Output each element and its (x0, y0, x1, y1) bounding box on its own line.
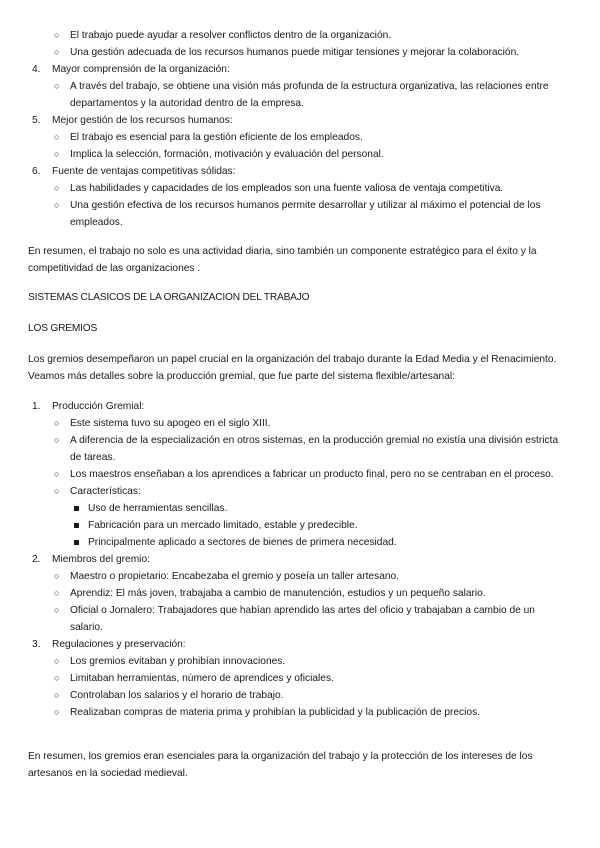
numbered-item-3: 3. Regulaciones y preservación: (32, 639, 186, 650)
bullet-circle-icon: ○ (54, 132, 60, 142)
bullet-circle-icon: ○ (54, 435, 60, 445)
list-item: ○ El trabajo es esencial para la gestión eficiente de los empleados. (0, 129, 570, 146)
list-item: ○ Una gestión adecuada de los recursos humanos puede mitigar tensiones y mejorar la colaboración. (0, 44, 570, 61)
list-item: ○ Oficial o Jornalero: Trabajadores que habían aprendido las artes del oficio y trabajaban a cambio de un salario. (0, 602, 570, 636)
bullet-circle-icon: ○ (54, 149, 60, 159)
summary-paragraph: En resumen, el trabajo no solo es una actividad diaria, sino también un componente estratégico para el éxito y la competitividad de las organizaciones . (28, 246, 537, 274)
bullet-circle-icon: ○ (54, 571, 60, 581)
numbered-item-1: 1. Producción Gremial: (32, 401, 145, 412)
sub-list-item: Principalmente aplicado a sectores de bienes de primera necesidad. (0, 534, 568, 551)
numbered-item-6: 6. Fuente de ventajas competitivas sólidas: (32, 166, 236, 177)
sub-list-item: Uso de herramientas sencillas. (0, 500, 568, 517)
bullet-circle-icon: ○ (54, 656, 60, 666)
sub-list-item: Fabricación para un mercado limitado, estable y predecible. (0, 517, 568, 534)
bullet-circle-icon: ○ (54, 469, 60, 479)
list-item: ○ Una gestión efectiva de los recursos humanos permite desarrollar y utilizar al máximo el potencial de los empleados. (0, 197, 570, 231)
list-item: ○ Limitaban herramientas, número de aprendices y oficiales. (0, 670, 570, 687)
numbered-item-4: 4. Mayor comprensión de la organización: (32, 64, 230, 75)
list-item: ○ Realizaban compras de materia prima y prohibían la publicidad y la publicación de precios. (0, 704, 570, 721)
intro-paragraph: Los gremios desempeñaron un papel crucial en la organización del trabajo durante la Edad Media y el Renacimiento. Veamos más detalles sobre la producción gremial, que fue parte del sistema flexible/artesanal: (28, 354, 557, 382)
subsection-title: LOS GREMIOS (28, 323, 98, 334)
list-item: ○ Características: (0, 483, 570, 500)
list-item: ○ Controlaban los salarios y el horario de trabajo. (0, 687, 570, 704)
bullet-circle-icon: ○ (54, 588, 60, 598)
bullet-circle-icon: ○ (54, 707, 60, 717)
list-item: ○ A diferencia de la especialización en otros sistemas, en la producción gremial no existía una división estricta de tareas. (0, 432, 570, 466)
bullet-square-icon (74, 506, 79, 511)
numbered-item-5: 5. Mejor gestión de los recursos humanos: (32, 115, 233, 126)
list-item: ○ Los gremios evitaban y prohibían innovaciones. (0, 653, 570, 670)
bullet-square-icon (74, 523, 79, 528)
section-title: SISTEMAS CLASICOS DE LA ORGANIZACION DEL TRABAJO (28, 292, 310, 303)
continued-list (0, 27, 600, 231)
bullet-circle-icon: ○ (54, 47, 60, 57)
bullet-circle-icon: ○ (54, 30, 60, 40)
list-item: ○ A través del trabajo, se obtiene una visión más profunda de la estructura organizativa, las relaciones entre departamentos y la autoridad dentro de la empresa. (0, 78, 570, 112)
bullet-circle-icon: ○ (54, 418, 60, 428)
bullet-circle-icon: ○ (54, 486, 60, 496)
list-item: ○ Las habilidades y capacidades de los empleados son una fuente valiosa de ventaja competitiva. (0, 180, 570, 197)
gremios-list (0, 398, 600, 721)
bullet-circle-icon: ○ (54, 673, 60, 683)
list-item: ○ Implica la selección, formación, motivación y evaluación del personal. (0, 146, 570, 163)
bullet-circle-icon: ○ (54, 183, 60, 193)
bullet-circle-icon: ○ (54, 605, 60, 615)
closing-paragraph: En resumen, los gremios eran esenciales para la organización del trabajo y la protección de los intereses de los artesanos en la sociedad medieval. (28, 751, 533, 779)
list-item: ○ El trabajo puede ayudar a resolver conflictos dentro de la organización. (0, 27, 570, 44)
bullet-circle-icon: ○ (54, 81, 60, 91)
bullet-circle-icon: ○ (54, 690, 60, 700)
list-item: ○ Este sistema tuvo su apogeo en el siglo XIII. (0, 415, 570, 432)
numbered-item-2: 2. Miembros del gremio: (32, 554, 150, 565)
bullet-circle-icon: ○ (54, 200, 60, 210)
list-item: ○ Los maestros enseñaban a los aprendices a fabricar un producto final, pero no se centraban en el proceso. (0, 466, 570, 483)
list-item: ○ Aprendiz: El más joven, trabajaba a cambio de manutención, estudios y un pequeño salario. (0, 585, 570, 602)
list-item: ○ Maestro o propietario: Encabezaba el gremio y poseía un taller artesano. (0, 568, 570, 585)
bullet-square-icon (74, 540, 79, 545)
